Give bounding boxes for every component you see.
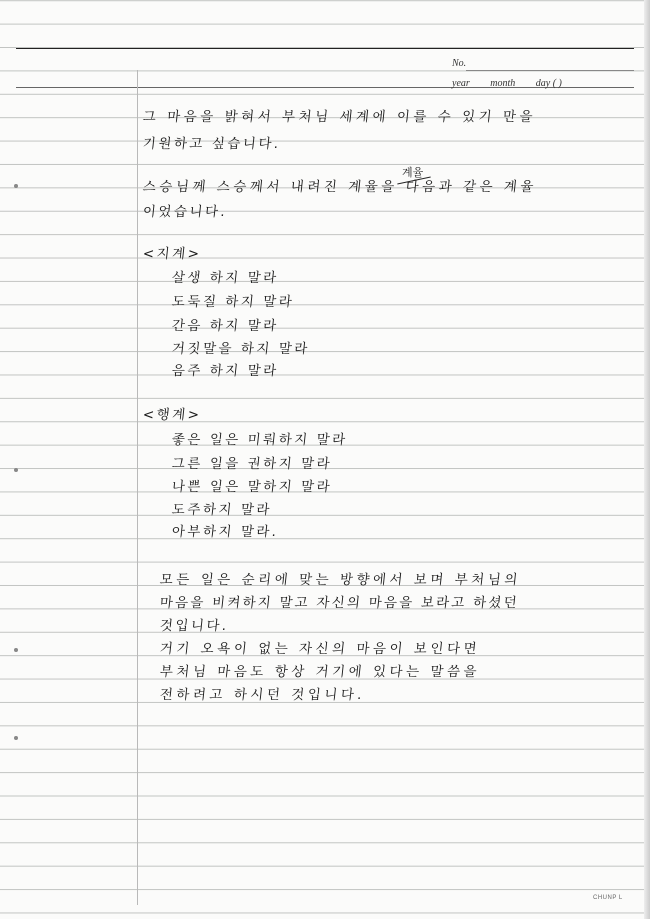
header-no-label: No. (452, 58, 467, 69)
text-line: 거기 오욕이 없는 자신의 마음이 보인다면 (158, 641, 481, 657)
text-line: 스승님께 스승께서 내려진 계율을 다음과 같은 계율 (141, 179, 538, 195)
page-edge (644, 0, 650, 919)
text-line: 마음을 비켜하지 말고 자신의 마음을 보라고 하셨던 (158, 595, 520, 611)
list-item: 좋은 일은 미뤄하지 말라 (170, 432, 349, 448)
binding-mark (14, 736, 18, 740)
binding-mark (14, 468, 18, 472)
list-item: 그른 일을 권하지 말라 (170, 456, 333, 472)
list-item: 음주 하지 말라 (170, 363, 280, 379)
header-day-label: day ( ) (535, 78, 562, 89)
list-item: 도둑질 하지 말라 (170, 294, 296, 310)
list-item: 살생 하지 말라 (170, 270, 280, 286)
text-line: 기원하고 싶습니다. (141, 136, 282, 152)
section-heading: <지계> (141, 246, 203, 262)
binding-mark (14, 184, 18, 188)
list-item: 아부하지 말라. (170, 524, 280, 540)
text-line: 부처님 마음도 항상 거기에 있다는 말씀을 (158, 664, 481, 680)
text-line: 그 마음을 밝혀서 부처님 세계에 이를 수 있기 만을 (141, 109, 537, 125)
text-line: 것입니다. (158, 618, 230, 634)
insertion-text: 계율 (402, 166, 424, 179)
list-item: 나쁜 일은 말하지 말라 (170, 479, 333, 495)
header-date (452, 78, 580, 89)
list-item: 거짓말을 하지 말라 (170, 341, 311, 357)
text-line: 이었습니다. (141, 204, 229, 220)
list-item: 간음 하지 말라 (170, 318, 280, 334)
margin-line (137, 70, 138, 905)
section-heading: <행계> (141, 407, 203, 423)
header-month-label: month (490, 78, 516, 89)
header-year-label: year (452, 78, 470, 89)
text-line: 전하려고 하시던 것입니다. (158, 687, 366, 703)
header-top-rule (16, 48, 634, 49)
list-item: 도주하지 말라 (170, 502, 273, 518)
text-line: 모든 일은 순리에 맞는 방향에서 보며 부처님의 (158, 572, 522, 588)
binding-mark (14, 648, 18, 652)
header-no-line (466, 70, 634, 71)
footer-code: CHUNP L (593, 895, 623, 901)
